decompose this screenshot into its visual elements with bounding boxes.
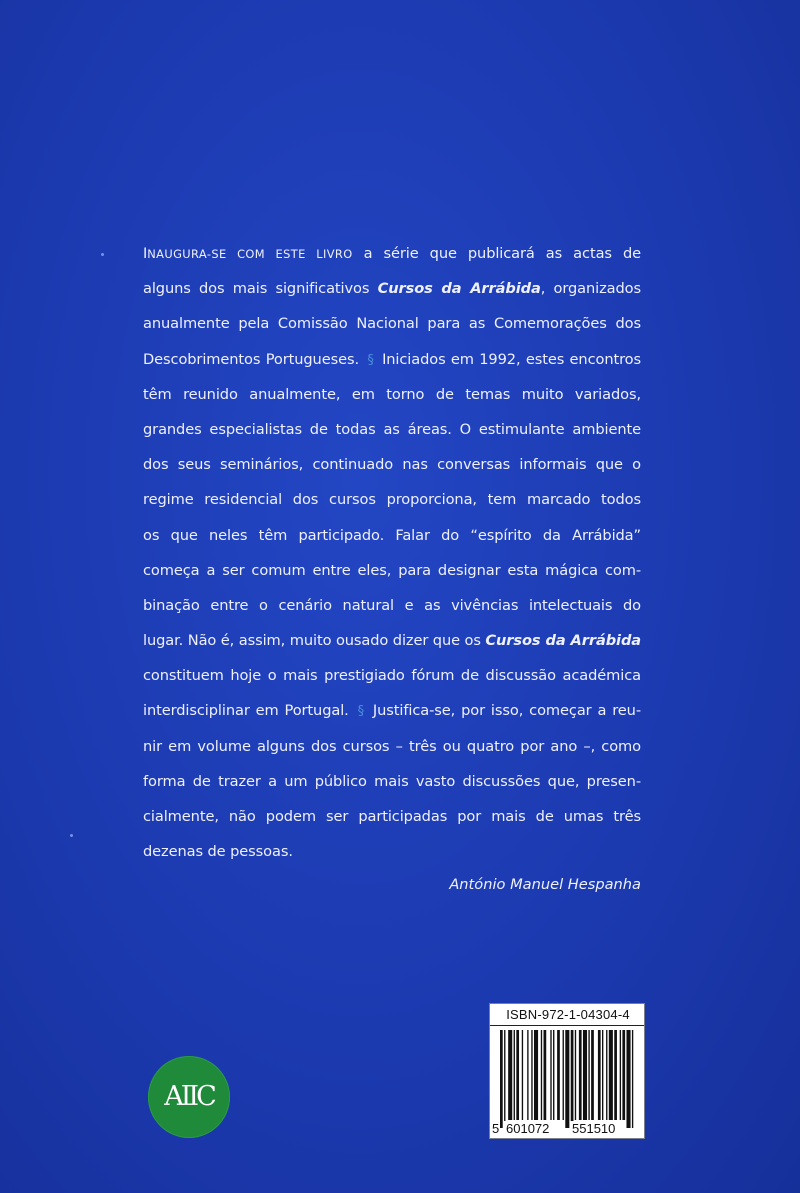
blurb-text-run: constituem hoje o mais prestigiado fórum de discussão académica xyxy=(143,667,641,685)
barcode-bars xyxy=(500,1030,636,1128)
barcode-bar xyxy=(500,1030,503,1128)
blurb-line xyxy=(143,236,641,271)
barcode-bar xyxy=(514,1030,515,1120)
barcode-bar xyxy=(534,1030,538,1120)
isbn-text: ISBN-972-1-04304-4 xyxy=(506,1007,630,1022)
author-signature: António Manuel Hespanha xyxy=(449,876,641,893)
blurb-text-run: os que neles têm participado. Falar do “espírito da Arrábida” xyxy=(143,526,641,544)
blurb-line xyxy=(143,623,641,658)
ean-digit-lead: 5 xyxy=(492,1121,500,1136)
blurb-line xyxy=(143,271,641,306)
blurb-text-run: Descobrimentos Portugueses. xyxy=(143,350,365,368)
barcode-bar xyxy=(541,1030,542,1120)
barcode-bar xyxy=(591,1030,594,1120)
blurb-text-run: , organizados xyxy=(540,280,641,298)
barcode-bar xyxy=(531,1030,532,1120)
barcode-bar xyxy=(550,1030,551,1120)
blurb-line xyxy=(143,764,641,799)
barcode-bar xyxy=(614,1030,617,1120)
barcode-bar xyxy=(620,1030,621,1120)
blurb-text-run: binação entre o cenário natural e as vivências intelectuais do xyxy=(143,596,641,614)
barcode-bar xyxy=(575,1030,576,1120)
blurb-text-run: NAUGURA-SE COM ESTE LIVRO xyxy=(147,247,353,261)
publisher-logo-text: AIIC xyxy=(164,1081,214,1112)
barcode-bar xyxy=(504,1030,505,1128)
barcode-bar xyxy=(557,1030,560,1120)
blurb-line xyxy=(143,447,641,482)
blurb-text-run: têm reunido anualmente, em torno de temas muito variados, xyxy=(143,385,641,403)
ean-digits-left: 601072 xyxy=(506,1121,550,1136)
blurb-line xyxy=(143,342,641,377)
barcode-bar xyxy=(527,1030,528,1120)
blurb-line xyxy=(143,658,641,693)
section-mark-icon: § xyxy=(367,352,374,368)
blurb-text-run: dezenas de pessoas. xyxy=(143,843,293,861)
blurb-line xyxy=(143,306,641,341)
ean-digits xyxy=(490,1121,644,1138)
blurb-line xyxy=(143,482,641,517)
blurb-text xyxy=(143,236,641,869)
book-series-title: Cursos da Arrábida xyxy=(377,280,541,298)
blurb-text-run: grandes especialistas de todas as áreas. O estimulante ambiente xyxy=(143,420,641,438)
paper-speck xyxy=(101,253,104,256)
barcode-bar xyxy=(606,1030,607,1120)
blurb-line xyxy=(143,693,641,728)
barcode-bar xyxy=(626,1030,630,1128)
barcode-bar xyxy=(563,1030,564,1120)
blurb-text-run: Justifica-se, por isso, começar a reu- xyxy=(367,702,641,720)
blurb-line xyxy=(143,553,641,588)
section-mark-icon: § xyxy=(357,704,365,720)
blurb-text-run: lugar. Não é, assim, muito ousado dizer que os xyxy=(143,632,486,650)
publisher-logo xyxy=(148,1056,230,1138)
isbn-divider xyxy=(490,1025,644,1026)
barcode-bar xyxy=(598,1030,601,1120)
blurb-line xyxy=(143,377,641,412)
barcode-bar xyxy=(508,1030,512,1120)
barcode-bar xyxy=(522,1030,523,1120)
barcode-bar xyxy=(571,1030,574,1128)
blurb-text-run: a série que publicará as actas de xyxy=(352,245,641,262)
blurb-text-run: Iniciados em 1992, estes encontros xyxy=(376,350,642,368)
barcode-bar xyxy=(516,1030,519,1120)
barcode-bar xyxy=(622,1030,625,1120)
blurb-text-run: forma de trazer a um público mais vasto discussões que, presen- xyxy=(143,772,641,790)
blurb-text-run: I xyxy=(143,245,148,262)
barcode-bar xyxy=(565,1030,569,1128)
barcode-bar xyxy=(602,1030,603,1120)
blurb-text-run: dos seus seminários, continuado nas conversas informais que o xyxy=(143,456,641,474)
barcode-bar xyxy=(553,1030,554,1120)
blurb-line xyxy=(143,518,641,553)
blurb-text-run: cialmente, não podem ser participadas por mais de umas três xyxy=(143,808,641,825)
blurb-text-run: anualmente pela Comissão Nacional para as Comemorações dos xyxy=(143,315,641,333)
barcode-bar xyxy=(632,1030,633,1128)
blurb-text-run: começa a ser comum entre eles, para designar esta mágica com- xyxy=(143,561,641,579)
barcode-bar xyxy=(579,1030,582,1120)
blurb-text-run: nir em volume alguns dos cursos – três ou quatro por ano –, como xyxy=(143,737,641,755)
blurb-line xyxy=(143,588,641,623)
barcode-label xyxy=(489,1003,645,1139)
blurb-text-run: alguns dos mais significativos xyxy=(143,280,378,298)
blurb-line xyxy=(143,412,641,447)
blurb-line xyxy=(143,834,641,869)
barcode-bar xyxy=(583,1030,587,1120)
ean-digits-right: 551510 xyxy=(572,1121,616,1136)
blurb-line xyxy=(143,799,641,834)
book-series-title: Cursos da Arrábida xyxy=(485,632,642,650)
blurb-text-run: interdisciplinar em Portugal. xyxy=(143,702,355,720)
barcode-bar xyxy=(544,1030,547,1120)
barcode-bar xyxy=(609,1030,613,1120)
barcode-bar xyxy=(588,1030,589,1120)
blurb-text-run: regime residencial dos cursos proporciona, tem marcado todos xyxy=(143,491,641,509)
paper-speck xyxy=(70,834,73,837)
blurb-line xyxy=(143,729,641,764)
